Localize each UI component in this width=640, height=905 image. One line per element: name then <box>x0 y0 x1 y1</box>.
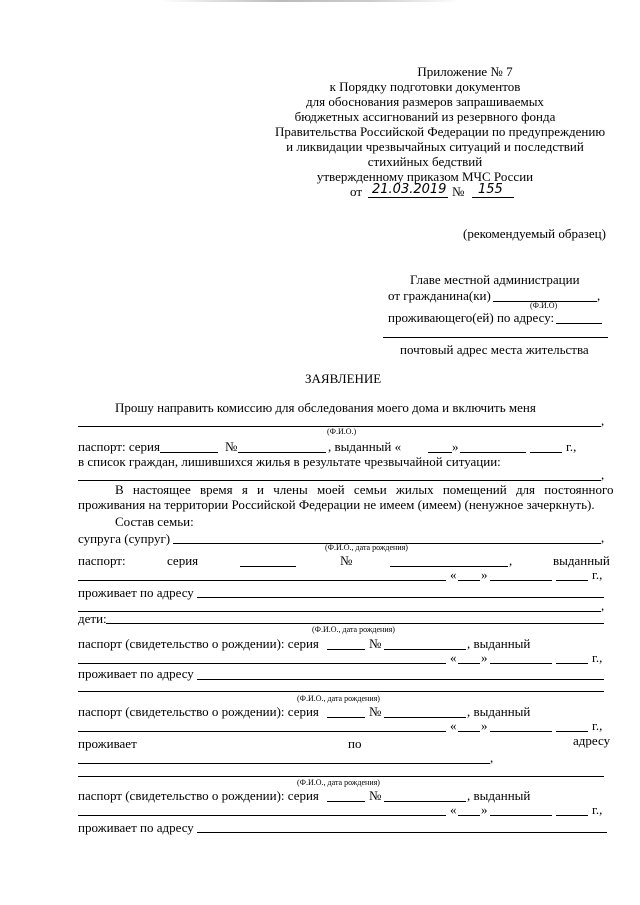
issue-day-input[interactable] <box>428 452 452 453</box>
quote-open: « <box>450 718 457 733</box>
issued-label: , выданный « <box>328 439 402 454</box>
child-3-issued-label: , выданный <box>467 788 531 803</box>
quote-close: » <box>481 718 488 733</box>
spouse-no-label: № <box>340 553 353 568</box>
fio-hint: (Ф.И.О) <box>530 301 558 310</box>
child-3-issued-by-input[interactable] <box>78 815 446 816</box>
comma: , <box>490 750 494 765</box>
children-label: дети: <box>78 611 107 626</box>
issued-by-line[interactable] <box>78 480 601 481</box>
child-2-passport-label: паспорт (свидетельство о рождении): серия <box>78 704 319 719</box>
child-1-address-label: проживает по адресу <box>78 666 194 681</box>
child-3-series-input[interactable] <box>327 801 365 802</box>
address-input-line-2[interactable] <box>383 337 608 338</box>
fio-hint: (Ф.И.О.) <box>327 427 357 436</box>
child-1-no-label: № <box>369 636 382 651</box>
header-line-6: и ликвидации чрезвычайных ситуаций и последствий <box>286 139 584 154</box>
statement-line-2: проживания на территории Российской Федерации не имеем (имеем) (ненужное зачеркнуть). <box>78 497 595 512</box>
child-2-fio-input[interactable] <box>78 691 604 692</box>
spouse-passport-label: паспорт: <box>78 553 126 568</box>
statement-line-1: В настоящее время я и члены моей семьи жилых помещений для постоянного <box>115 482 614 497</box>
header-line-1: Приложение № 7 <box>417 64 513 79</box>
spouse-address-input[interactable] <box>197 597 604 598</box>
document-title: ЗАЯВЛЕНИЕ <box>305 371 382 386</box>
child-2-no-label: № <box>369 704 382 719</box>
year-suffix: г., <box>592 650 603 665</box>
header-line-2: к Порядку подготовки документов <box>329 79 521 94</box>
issue-year-input[interactable] <box>530 452 562 453</box>
child-3-address-input[interactable] <box>197 832 607 833</box>
header-line-3: для обоснования размеров запрашиваемых <box>306 94 544 109</box>
year-suffix: г., <box>592 567 603 582</box>
child-2-day-input[interactable] <box>458 731 480 732</box>
child-1-series-input[interactable] <box>327 649 365 650</box>
sample-note: (рекомендуемый образец) <box>463 226 606 241</box>
date-prefix: от <box>350 184 363 199</box>
child-2-issued-by-input[interactable] <box>78 731 446 732</box>
child-3-month-input[interactable] <box>490 815 552 816</box>
spouse-address-label: проживает по адресу <box>78 585 194 600</box>
year-suffix: г., <box>592 718 603 733</box>
spouse-series-input[interactable] <box>240 566 296 567</box>
child-2-month-input[interactable] <box>490 731 552 732</box>
spouse-issued-by-input[interactable] <box>78 580 446 581</box>
address-input-line-1[interactable] <box>556 323 602 324</box>
number-line <box>472 197 514 198</box>
comma: , <box>597 288 601 303</box>
passport-series-input[interactable] <box>160 452 218 453</box>
date-value: 21.03.2019 <box>372 182 447 197</box>
comma: , <box>509 553 513 568</box>
comma: , <box>601 598 605 613</box>
addressee-from: от гражданина(ки) <box>388 288 491 303</box>
year-suffix: г., <box>592 802 603 817</box>
spouse-issued-label: выданный <box>553 553 610 568</box>
list-text: в список граждан, лишившихся жилья в результате чрезвычайной ситуации: <box>78 454 501 469</box>
child-3-fio-input[interactable] <box>78 776 604 777</box>
spouse-label: супруга (супруг) <box>78 531 171 546</box>
quote-close: » <box>481 567 488 582</box>
child-3-year-input[interactable] <box>556 815 588 816</box>
child-3-no-label: № <box>369 788 382 803</box>
postal-address-hint: почтовый адрес места жительства <box>400 342 589 357</box>
quote-close: » <box>481 650 488 665</box>
child-2-year-input[interactable] <box>556 731 588 732</box>
child-2-issued-label: , выданный <box>467 704 531 719</box>
child-3-address-label: проживает по адресу <box>78 820 194 835</box>
quote-close: » <box>481 802 488 817</box>
fio-dob-hint: (Ф.И.О., дата рождения) <box>297 778 380 787</box>
spouse-month-input[interactable] <box>490 580 552 581</box>
family-heading: Состав семьи: <box>115 514 194 529</box>
child-1-month-input[interactable] <box>490 663 552 664</box>
child-2-po-label: по <box>348 736 362 751</box>
child-3-passport-label: паспорт (свидетельство о рождении): серия <box>78 788 319 803</box>
quote-open: « <box>450 567 457 582</box>
number-sign: № <box>452 184 465 199</box>
request-line-1: Прошу направить комиссию для обследования моего дома и включить меня <box>115 400 536 415</box>
passport-number-input[interactable] <box>238 452 326 453</box>
child-2-lives-label: проживает <box>78 736 137 751</box>
number-value: 155 <box>478 182 503 197</box>
child-1-passport-label: паспорт (свидетельство о рождении): серия <box>78 636 319 651</box>
fio-dob-hint: (Ф.И.О., дата рождения) <box>325 543 408 552</box>
child-1-day-input[interactable] <box>458 663 480 664</box>
header-line-8: утвержденному приказом МЧС России <box>316 169 534 184</box>
fio-dob-hint: (Ф.И.О., дата рождения) <box>312 625 395 634</box>
quote-open: « <box>450 802 457 817</box>
quote-close: » <box>452 439 459 454</box>
passport-series-label: паспорт: серия <box>78 439 160 454</box>
child-1-address-input[interactable] <box>197 679 604 680</box>
addressee-to: Главе местной администрации <box>410 272 580 287</box>
spouse-year-input[interactable] <box>556 580 588 581</box>
spouse-day-input[interactable] <box>458 580 480 581</box>
spouse-address-input-2[interactable] <box>78 611 601 612</box>
child-2-address-input[interactable] <box>78 763 490 764</box>
child-2-series-input[interactable] <box>327 717 365 718</box>
child-1-issued-by-input[interactable] <box>78 663 446 664</box>
spouse-series-label: серия <box>167 553 199 568</box>
residing-label: проживающего(ей) по адресу: <box>388 310 555 325</box>
comma: , <box>601 467 605 482</box>
child-1-issued-label: , выданный <box>467 636 531 651</box>
child-2-address-word: адресу <box>573 733 611 748</box>
child-3-day-input[interactable] <box>458 815 480 816</box>
fio-dob-hint: (Ф.И.О., дата рождения) <box>297 694 380 703</box>
comma: , <box>601 413 605 428</box>
spouse-number-input[interactable] <box>390 566 508 567</box>
child-1-fio-input[interactable] <box>106 623 604 624</box>
child-1-year-input[interactable] <box>556 663 588 664</box>
quote-open: « <box>450 650 457 665</box>
year-suffix: г., <box>566 439 577 454</box>
date-line <box>368 197 448 198</box>
header-line-5: Правительства Российской Федерации по предупреждению <box>274 124 606 139</box>
scan-top-edge <box>160 0 460 2</box>
comma: , <box>601 530 605 545</box>
header-line-7: стихийных бедствий <box>367 154 483 169</box>
header-line-4: бюджетных ассигнований из резервного фонда <box>294 109 556 124</box>
passport-number-label: № <box>225 439 238 454</box>
issue-month-input[interactable] <box>460 452 526 453</box>
